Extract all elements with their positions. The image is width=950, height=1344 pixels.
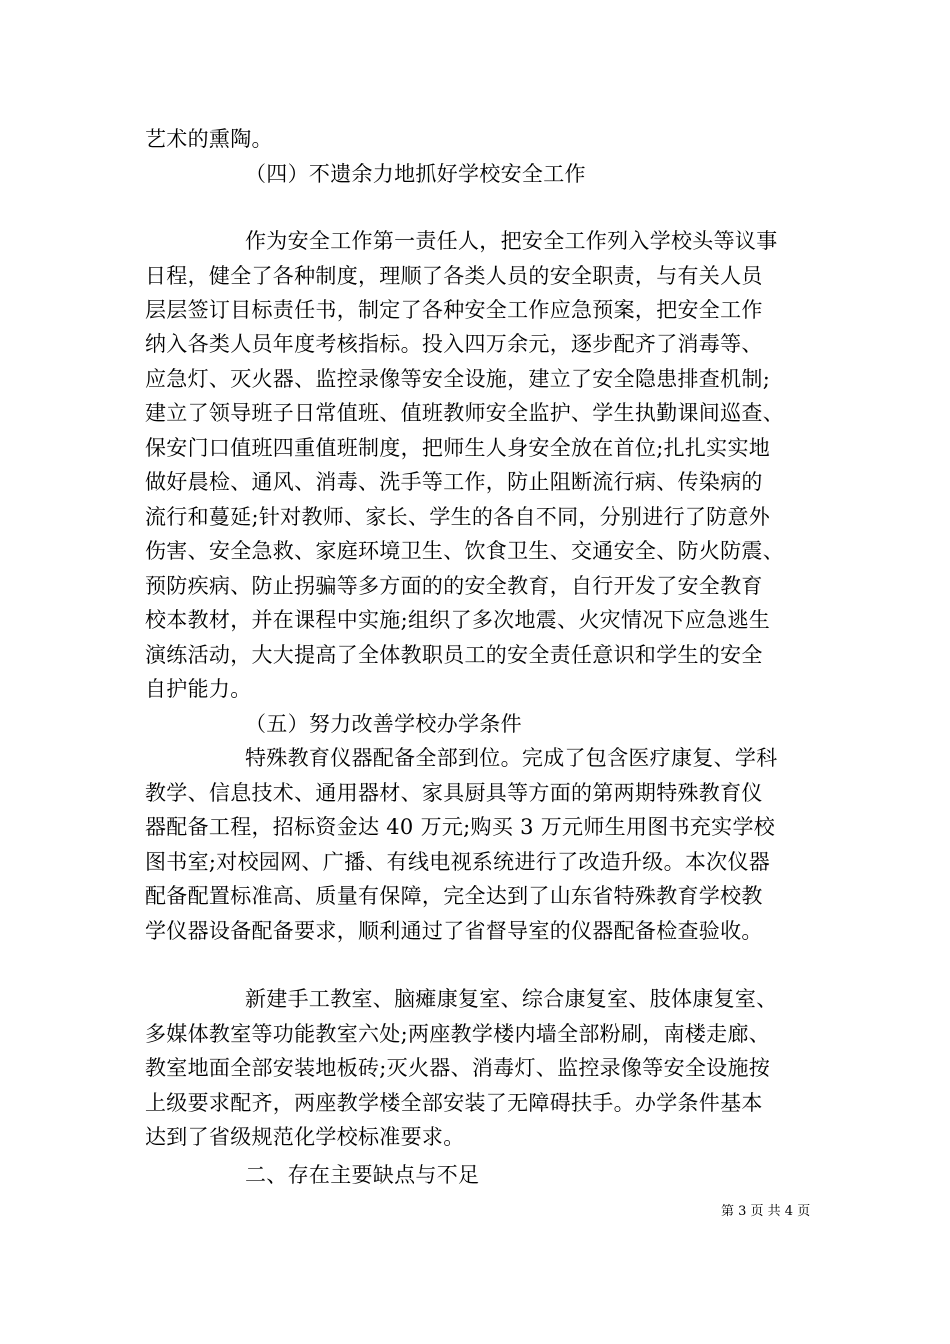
text-line: 艺术的熏陶。: [145, 127, 273, 151]
text-line: 伤害、安全急救、家庭环境卫生、饮食卫生、交通安全、防火防震、: [145, 539, 784, 563]
text-line: 校本教材，并在课程中实施;组织了多次地震、火灾情况下应急逃生: [145, 608, 771, 632]
text-line: 建立了领导班子日常值班、值班教师安全监护、学生执勤课间巡查、: [145, 401, 784, 425]
text-line: 日程，健全了各种制度，理顺了各类人员的安全职责，与有关人员: [145, 264, 763, 288]
text-line: 演练活动，大大提高了全体教职员工的安全责任意识和学生的安全: [145, 643, 763, 667]
text-line: 达到了省级规范化学校标准要求。: [145, 1125, 465, 1149]
text-line: 配备配置标准高、质量有保障，完全达到了山东省特殊教育学校教: [145, 884, 763, 908]
text-line: 上级要求配齐，两座教学楼全部安装了无障碍扶手。办学条件基本: [145, 1091, 763, 1115]
text-line: 自护能力。: [145, 677, 252, 701]
text-line: 应急灯、灭火器、监控录像等安全设施，建立了安全隐患排查机制;: [145, 367, 771, 391]
text-line: 器配备工程，招标资金达 40 万元;购买 3 万元师生用图书充实学校: [145, 815, 776, 839]
paragraph-start: 新建手工教室、脑瘫康复室、综合康复室、肢体康复室、: [245, 987, 778, 1011]
paragraph-start: 特殊教育仪器配备全部到位。完成了包含医疗康复、学科: [245, 746, 778, 770]
text-line: 流行和蔓延;针对教师、家长、学生的各自不同，分别进行了防意外: [145, 505, 771, 529]
text-line: 做好晨检、通风、消毒、洗手等工作，防止阻断流行病、传染病的: [145, 470, 763, 494]
text-line: 教学、信息技术、通用器材、家具厨具等方面的第两期特殊教育仪: [145, 781, 763, 805]
paragraph-start: 作为安全工作第一责任人，把安全工作列入学校头等议事: [245, 229, 778, 253]
text-line: 保安门口值班四重值班制度，把师生人身安全放在首位;扎扎实实地: [145, 436, 771, 460]
page-number: 第 3 页 共 4 页: [721, 1204, 811, 1219]
text-line: 图书室;对校园网、广播、有线电视系统进行了改造升级。本次仪器: [145, 850, 771, 874]
section-heading-five: （五）努力改善学校办学条件: [245, 712, 522, 736]
section-heading-four: （四）不遗余力地抓好学校安全工作: [245, 162, 586, 186]
text-line: 纳入各类人员年度考核指标。投入四万余元，逐步配齐了消毒等、: [145, 332, 763, 356]
text-line: 层层签订目标责任书，制定了各种安全工作应急预案，把安全工作: [145, 298, 763, 322]
text-line: 学仪器设备配备要求，顺利通过了省督导室的仪器配备检查验收。: [145, 919, 763, 943]
text-line: 多媒体教室等功能教室六处;两座教学楼内墙全部粉刷，南楼走廊、: [145, 1022, 771, 1046]
text-line: 教室地面全部安装地板砖;灭火器、消毒灯、监控录像等安全设施按: [145, 1056, 771, 1080]
text-line: 预防疾病、防止拐骗等多方面的的安全教育，自行开发了安全教育: [145, 574, 763, 598]
section-heading-two: 二、存在主要缺点与不足: [245, 1163, 480, 1187]
